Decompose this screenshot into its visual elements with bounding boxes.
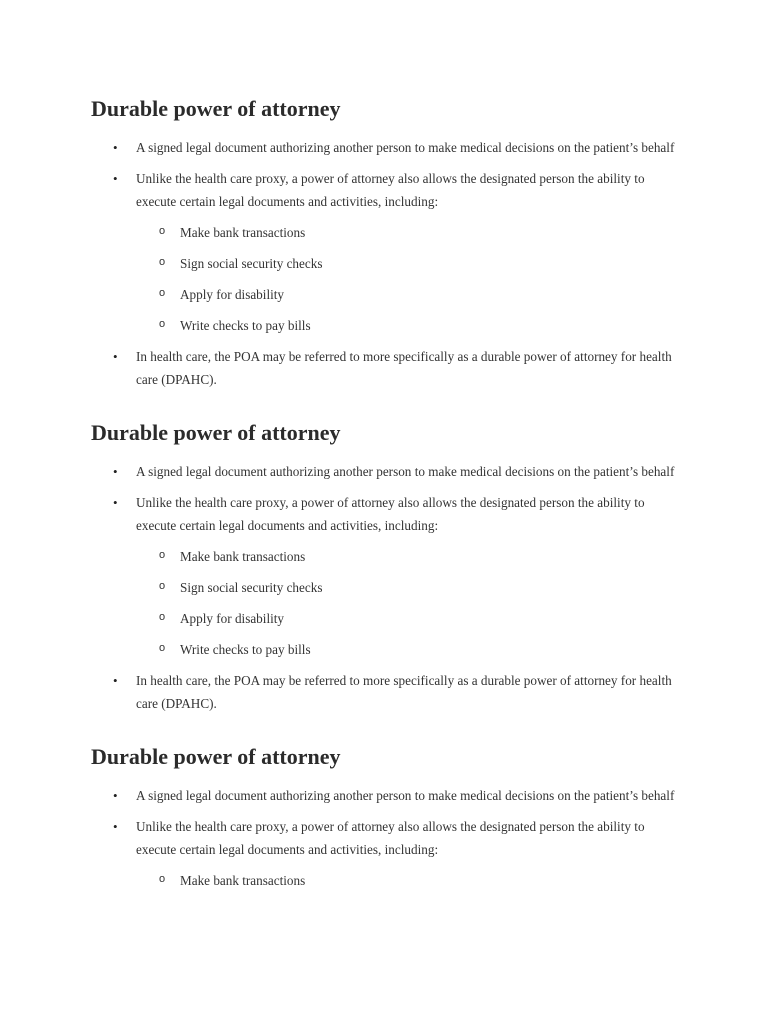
sub-list-item: o Apply for disability xyxy=(91,607,676,630)
sub-list-item: o Make bank transactions xyxy=(91,869,676,892)
sub-list-item: o Sign social security checks xyxy=(91,576,676,599)
section-heading: Durable power of attorney xyxy=(91,420,341,445)
list-item: • In health care, the POA may be referred to more specifically as a durable power of attorney for health care (DPAHC). xyxy=(91,345,676,391)
sub-list-item: o Sign social security checks xyxy=(91,252,676,275)
sub-list-item: o Apply for disability xyxy=(91,283,676,306)
sub-list-item: o Write checks to pay bills xyxy=(91,314,676,337)
list-item xyxy=(91,491,676,661)
list-item-text: Unlike the health care proxy, a power of attorney also allows the designated person the ability to execute certain legal documents and activities, including: xyxy=(136,819,645,857)
bullet-list xyxy=(91,136,691,391)
list-item: • In health care, the POA may be referred to more specifically as a durable power of attorney for health care (DPAHC). xyxy=(91,669,676,715)
list-item xyxy=(91,815,676,892)
list-item-text: Unlike the health care proxy, a power of attorney also allows the designated person the ability to execute certain legal documents and activities, including: xyxy=(136,495,645,533)
section-3 xyxy=(91,744,691,892)
sub-list-item: o Write checks to pay bills xyxy=(91,638,676,661)
bullet-list xyxy=(91,460,691,715)
section-heading: Durable power of attorney xyxy=(91,744,341,769)
sub-list xyxy=(136,545,676,661)
sub-list xyxy=(136,869,676,892)
list-item xyxy=(91,167,676,337)
sub-list xyxy=(136,221,676,337)
bullet-list xyxy=(91,784,691,892)
section-heading: Durable power of attorney xyxy=(91,96,341,121)
list-item: • A signed legal document authorizing another person to make medical decisions on the patient’s behalf xyxy=(91,136,676,159)
list-item: • A signed legal document authorizing another person to make medical decisions on the patient’s behalf xyxy=(91,784,676,807)
sub-list-item: o Make bank transactions xyxy=(91,545,676,568)
list-item: • A signed legal document authorizing another person to make medical decisions on the patient’s behalf xyxy=(91,460,676,483)
section-1 xyxy=(91,96,691,391)
list-item-text: Unlike the health care proxy, a power of attorney also allows the designated person the ability to execute certain legal documents and activities, including: xyxy=(136,171,645,209)
section-2 xyxy=(91,420,691,715)
sub-list-item: o Make bank transactions xyxy=(91,221,676,244)
